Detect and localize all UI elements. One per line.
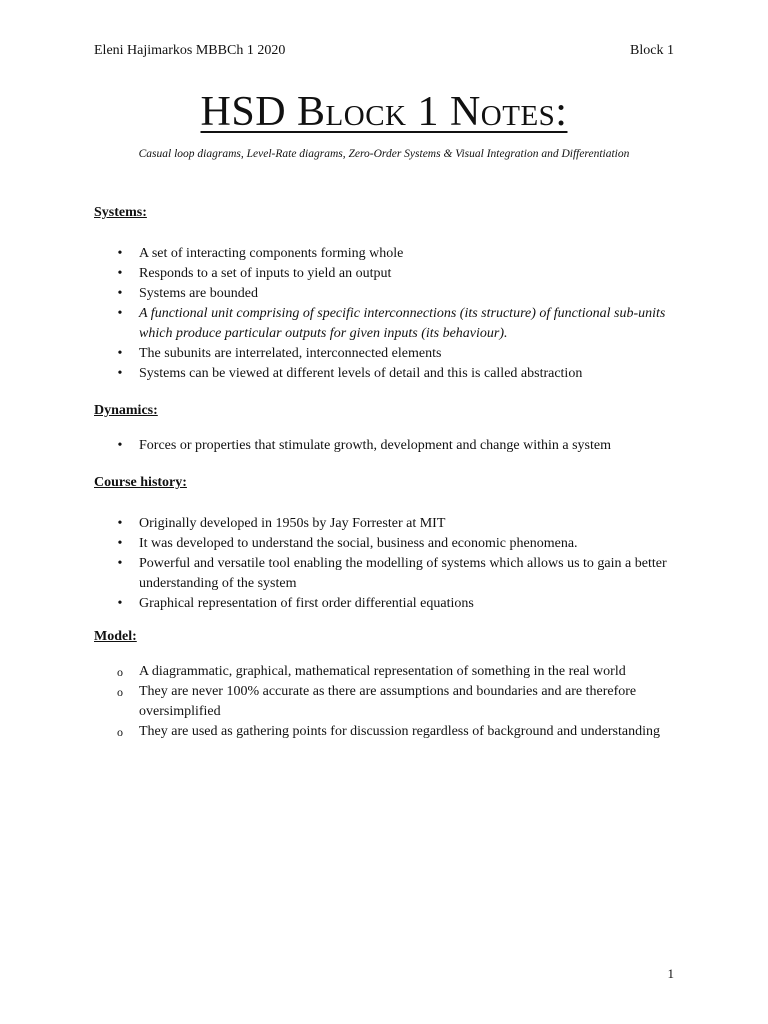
bullet-list (94, 514, 684, 614)
page-subtitle: Casual loop diagrams, Level-Rate diagrams, Zero-Order Systems & Visual Integration and Differentiation (138, 148, 630, 160)
list-item (94, 534, 684, 554)
section-heading: Systems: (94, 205, 147, 220)
list-item (94, 514, 684, 534)
section-model (94, 628, 684, 742)
bullet-marker: • (117, 306, 123, 321)
list-item-text: It was developed to understand the social, business and economic phenomena. (139, 536, 578, 551)
list-item-text: A set of interacting components forming whole (139, 246, 404, 261)
bullet-marker: • (117, 346, 123, 361)
bullet-marker: • (117, 596, 123, 611)
list-item (94, 436, 684, 456)
bullet-list (94, 244, 684, 384)
list-item (94, 264, 684, 284)
bullet-marker: • (117, 366, 123, 381)
header-author: Eleni Hajimarkos MBBCh 1 2020 (94, 43, 286, 58)
bullet-list (94, 662, 684, 742)
bullet-marker: • (117, 246, 123, 261)
list-item (94, 554, 684, 594)
list-item-text: Responds to a set of inputs to yield an output (139, 266, 392, 281)
page-number: 1 (667, 966, 674, 981)
list-item (94, 682, 684, 722)
bullet-marker: o (117, 725, 123, 739)
list-item (94, 722, 684, 742)
list-item (94, 244, 684, 264)
list-item-text: Graphical representation of first order differential equations (139, 596, 474, 611)
section-course-history (94, 474, 684, 614)
section-heading: Model: (94, 629, 137, 644)
bullet-marker: • (117, 438, 123, 453)
list-item (94, 304, 684, 344)
bullet-marker: o (117, 685, 123, 699)
list-item (94, 662, 684, 682)
list-item (94, 594, 684, 614)
list-item-text: Forces or properties that stimulate growth, development and change within a system (139, 438, 611, 453)
bullet-marker: • (117, 536, 123, 551)
section-heading: Dynamics: (94, 403, 158, 418)
list-item-text: They are never 100% accurate as there are assumptions and boundaries and are therefore oversimplified (139, 684, 637, 719)
page-title (0, 88, 768, 136)
bullet-marker: • (117, 286, 123, 301)
list-item (94, 364, 684, 384)
list-item-text: They are used as gathering points for discussion regardless of background and understanding (139, 724, 660, 739)
list-item (94, 284, 684, 304)
list-item-text: Originally developed in 1950s by Jay Forrester at MIT (139, 516, 446, 531)
bullet-list (94, 436, 684, 456)
list-item-text: The subunits are interrelated, interconnected elements (139, 346, 442, 361)
bullet-marker: • (117, 266, 123, 281)
bullet-marker: o (117, 665, 123, 679)
list-item-text: Powerful and versatile tool enabling the modelling of systems which allows us to gain a better understanding of the system (139, 556, 667, 591)
header-block: Block 1 (630, 43, 674, 58)
list-item-text: Systems are bounded (139, 286, 258, 301)
list-item-text: A functional unit comprising of specific interconnections (its structure) of functional sub-units which produce particular outputs for given inputs (its behaviour). (139, 306, 666, 341)
section-dynamics (94, 402, 684, 456)
list-item (94, 344, 684, 364)
section-systems (94, 204, 684, 384)
bullet-marker: • (117, 516, 123, 531)
page-title-text: HSD Block 1 Notes: (200, 89, 568, 135)
list-item-text: Systems can be viewed at different levels of detail and this is called abstraction (139, 366, 583, 381)
section-heading: Course history: (94, 475, 187, 490)
list-item-text: A diagrammatic, graphical, mathematical representation of something in the real world (139, 664, 626, 679)
bullet-marker: • (117, 556, 123, 571)
